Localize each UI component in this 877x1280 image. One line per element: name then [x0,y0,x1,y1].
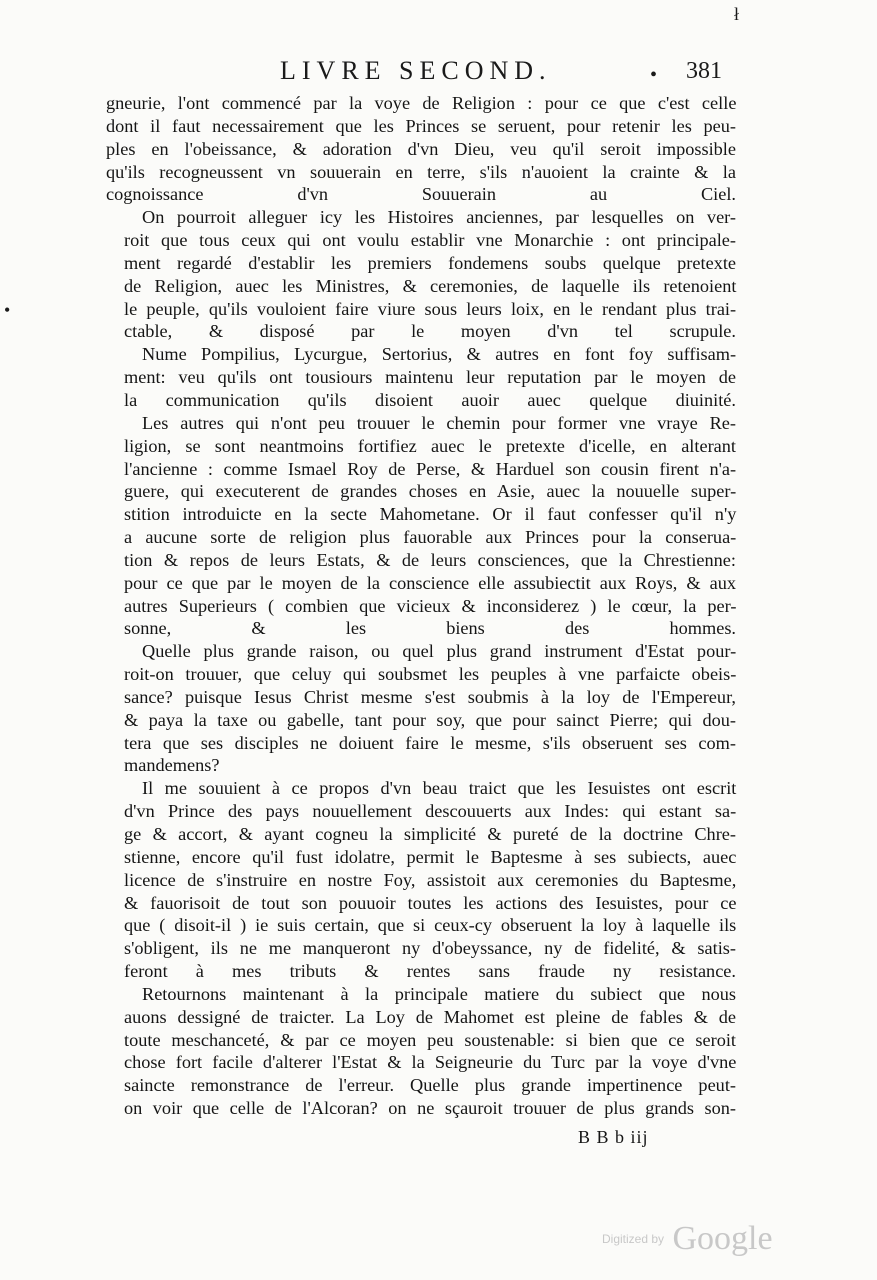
page-number: 381 [686,58,722,84]
text-line: tion & repos de leurs Estats, & de leurs consciences, que la Chrestienne: [124,549,736,570]
page-header [0,56,877,92]
body-text [106,92,736,1120]
text-line: qu'ils recogneussent vn souuerain en terre, s'ils n'auoient la crainte & la [106,161,736,182]
text-line: feront à mes tributs & rentes sans fraude ny resistance. [124,961,736,982]
text-line: Il me souuient à ce propos d'vn beau traict que les Iesuistes ont escrit [142,778,737,799]
text-line: tera que ses disciples ne doiuent faire le mesme, s'ils obseruent ses com- [124,732,736,753]
digitized-label: Digitized by [602,1232,665,1246]
text-line: s'obligent, ils ne me manqueront ny d'obeyssance, ny de fidelité, & satis- [124,938,736,959]
text-line: sonne, & les biens des hommes. [124,618,736,639]
text-line: ge & accort, & ayant cogneu la simplicité & pureté de la doctrine Chre- [124,824,736,844]
google-logo: Google [672,1220,773,1257]
paragraph [106,983,736,1120]
text-line: la communication qu'ils disoient auoir auec quelque diuinité. [124,389,736,410]
text-line: stition introduicte en la secte Mahometane. Or il faut confesser qu'il n'y [124,504,737,525]
text-line: stienne, encore qu'il fust idolatre, permit le Baptesme à ses subiects, auec [124,846,737,867]
text-line: dont il faut necessairement que les Princes se seruent, pour retenir les peu- [106,115,736,136]
text-line: ctable, & disposé par le moyen d'vn tel scrupule. [124,321,736,342]
margin-mark: • [4,300,11,320]
paragraph [106,412,736,640]
text-line: ment regardé d'establir les premiers fondemens soubs quelque pretexte [124,252,737,273]
text-line: mandemens? [124,755,220,776]
text-line: On pourroit alleguer icy les Histoires anciennes, par lesquelles on ver- [142,207,736,228]
text-line: chose fort facile d'alterer l'Estat & la Seigneurie du Turc par la voye d'vne [124,1052,737,1073]
header-ornament-dot: • [650,64,658,86]
paragraph [106,777,736,983]
text-line: & fauorisoit de tout son pouuoir toutes les actions des Iesuistes, pour ce [124,892,737,913]
text-line: l'ancienne : comme Ismael Roy de Perse, & Harduel son cousin firent n'a- [124,458,737,479]
text-line: pour ce que par le moyen de la conscience elle assubiectit aux Roys, & aux [124,572,736,593]
text-line: ment: veu qu'ils ont tousiours maintenu leur reputation par le moyen de [124,367,736,388]
text-line: guere, qui executerent de grandes choses en Asie, auec la nouuelle super- [124,481,737,502]
text-line: toute meschanceté, & par ce moyen peu soustenable: si bien que ce seroit [124,1029,736,1050]
paragraph [106,92,736,206]
signature-mark: B B b iij [578,1127,649,1147]
text-line: on voir que celle de l'Alcoran? on ne sçauroit trouuer de plus grands son- [124,1098,736,1119]
text-line: gneurie, l'ont commencé par la voye de Religion : pour ce que c'est celle [106,93,737,113]
text-line: ligion, se sont neantmoins fortifiez auec le pretexte d'icelle, en alterant [124,435,736,456]
text-line: roit-on trouuer, que celuy qui soubsmet les peuples à vne parfaicte obeis- [124,664,737,685]
text-line: saincte remonstrance de l'erreur. Quelle plus grande impertinence peut- [124,1075,736,1096]
corner-mark: ł [734,4,740,24]
text-line: cognoissance d'vn Souuerain au Ciel. [106,184,736,205]
text-line: d'vn Prince des pays nouuellement descouuerts aux Indes: qui estant sa- [124,801,737,822]
text-line: Retournons maintenant à la principale matiere du subiect que nous [142,983,736,1004]
text-line: auons dessigné de traicter. La Loy de Mahomet est pleine de fables & de [124,1006,736,1027]
text-line: Nume Pompilius, Lycurgue, Sertorius, & autres en font foy suffisam- [142,344,737,365]
text-line: autres Superieurs ( combien que vicieux & inconsiderez ) le cœur, la per- [124,595,737,616]
text-line: Les autres qui n'ont peu trouuer le chemin pour former vne vraye Re- [142,412,736,433]
paragraph [106,640,736,777]
text-line: roit que tous ceux qui ont voulu establir vne Monarchie : ont principale- [124,230,736,251]
text-line: le peuple, qu'ils vouloient faire viure sous leurs loix, en le rendant plus trai- [124,298,737,319]
text-line: de Religion, auec les Ministres, & ceremonies, de laquelle ils retenoient [124,275,737,296]
text-line: Quelle plus grande raison, ou quel plus grand instrument d'Estat pour- [142,641,737,662]
text-line: ples en l'obeissance, & adoration d'vn Dieu, veu qu'il seroit impossible [106,138,736,159]
text-line: a aucune sorte de religion plus fauorable aux Princes pour la conserua- [124,527,737,548]
digitized-by-google-watermark [602,1220,773,1258]
running-head: LIVRE SECOND. [280,56,552,85]
text-line: & paya la taxe ou gabelle, tant pour soy, que pour sainct Pierre; qui dou- [124,709,736,730]
paragraph [106,343,736,412]
text-line: que ( disoit-il ) ie suis certain, que si ceux-cy obseruent la loy à laquelle ils [124,915,737,936]
text-line: licence de s'instruire en nostre Foy, assistoit aux ceremonies du Baptesme, [124,869,737,890]
text-line: sance? puisque Iesus Christ mesme s'est soubmis à la loy de l'Empereur, [124,686,736,707]
paragraph [106,206,736,343]
